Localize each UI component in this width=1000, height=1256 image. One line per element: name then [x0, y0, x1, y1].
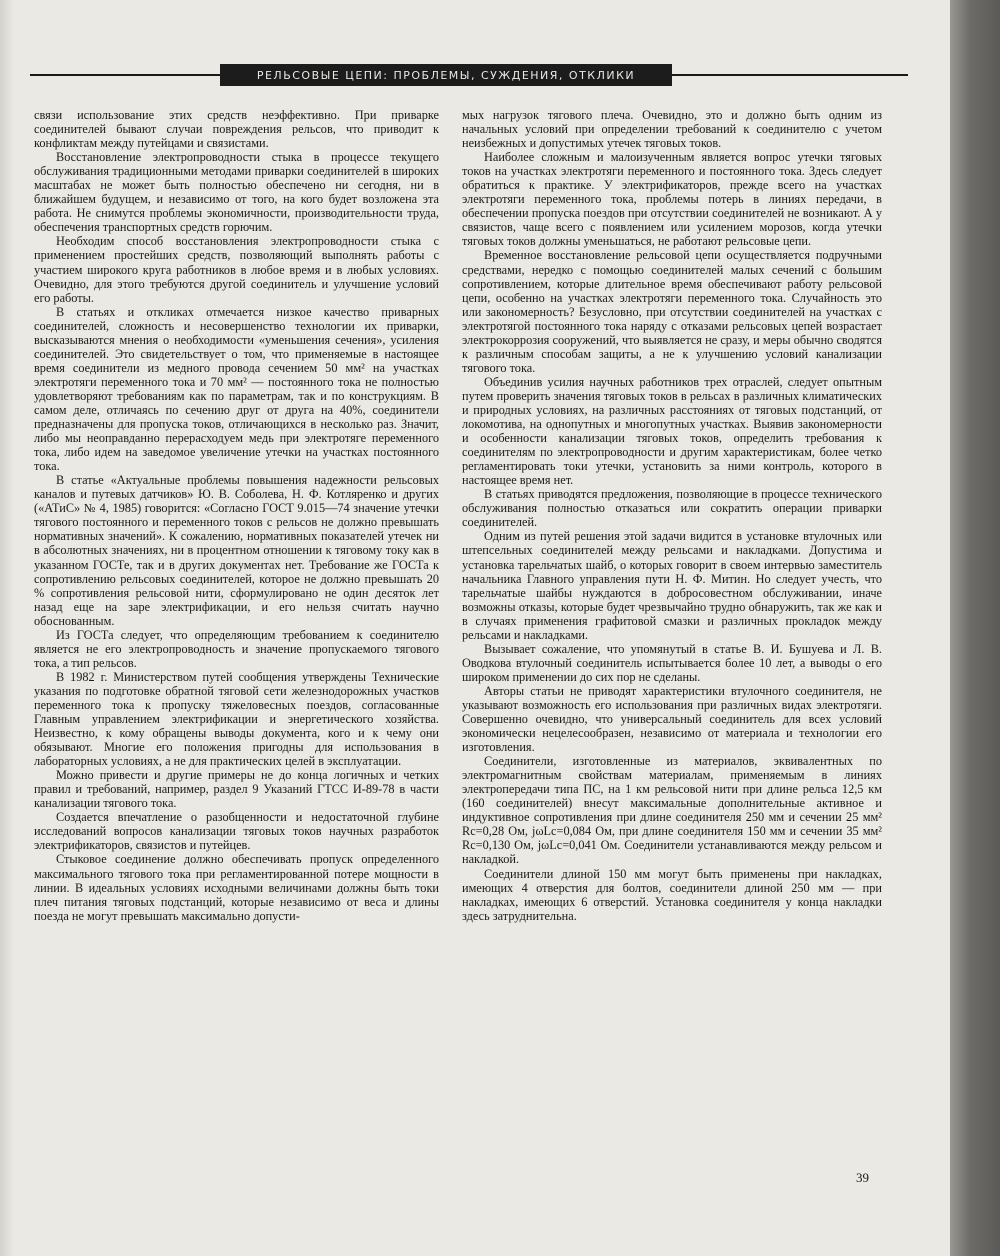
- header-rule-left: [30, 74, 220, 76]
- paragraph: связи использование этих средств неэффективно. При приварке соединителей бывают случаи повреждения рельсов, что приводит к конфликтам между путейцами и связистами.: [34, 108, 439, 151]
- page-number: 39: [856, 1170, 869, 1185]
- paragraph: Временное восстановление рельсовой цепи осуществляется подручными средствами, нередко с помощью соединителей малых сечений с большим сопротивлением, которые длительное время обеспечивают работу рельсовой цепи, особенно на участках электротяги переменного тока. Случайность это или закономерность? Безусловно, при отсутствии соединителей на участках с электротягой постоянного тока наряду с отказами рельсовых цепей возрастает электрокоррозия сооружений, что выявляется не сразу, и меры обычно сводятся к различным способам защиты, а не к улучшению условий канализации тягового тока.: [462, 248, 882, 375]
- paragraph: Можно привести и другие примеры не до конца логичных и четких правил и требований, например, раздел 9 Указаний ГТСС И-89-78 в части канализации тягового тока.: [34, 768, 439, 811]
- paragraph: Объединив усилия научных работников трех отраслей, следует опытным путем проверить значения тяговых токов в рельсах в различных климатических и природных условиях, на различных расстояниях от тяговых подстанций, от локомотива, на однопутных и многопутных участках. Выявив закономерности и особенности канализации тяговых токов, определить требования к соединителям по электропроводности и другим характеристикам, более четко регламентировать токи утечки, установить за ними контроль, которого в настоящее время нет.: [462, 374, 882, 488]
- paragraph: Необходим способ восстановления электропроводности стыка с применением простейших средств, позволяющий выполнять работы с участием широкого круга работников в любое время и в любых условиях. Очевидно, для этого требуются другой соединитель и улучшение условий его работы.: [34, 234, 439, 305]
- section-header-title: РЕЛЬСОВЫЕ ЦЕПИ: ПРОБЛЕМЫ, СУЖДЕНИЯ, ОТКЛИКИ: [256, 68, 636, 82]
- paragraph: Наиболее сложным и малоизученным является вопрос утечки тяговых токов на участках электротяги переменного и постоянного тока. Здесь следует обратиться к практике. У электрификаторов, прежде всего на участках электротяги переменного тока, проблемы потерь в линиях передачи, в обеспечении пропуска поездов при отсутствии соединителей не возникают. А у связистов, чаще всего с появлением или усилением морозов, когда утечки тяговых токов должны уменьшаться, не работают рельсовые цепи.: [462, 150, 882, 249]
- left-column: [34, 108, 439, 923]
- right-column: [462, 108, 882, 923]
- paragraph: В статье «Актуальные проблемы повышения надежности рельсовых каналов и путевых датчиков» Ю. В. Соболева, Н. Ф. Котляренко и других («АТиС» № 4, 1985) говорится: «Согласно ГОСТ 9.015—74 значение утечки тягового постоянного и переменного токов с рельсов не должно превышать нормативных значений». К сожалению, нормативных показателей утечек ни в абсолютных значениях, ни в процентном отношении к тяговому току как в указанном ГОСТе, так и в других документах нет. Требование же ГОСТа к сопротивлению рельсовых соединителей, которое не должно превышать 20 % сопротивления рельсовой нити, сформулировано не один десяток лет назад еще на заре электрификации, и его нельзя считать научно обоснованным.: [34, 473, 439, 628]
- paragraph: В 1982 г. Министерством путей сообщения утверждены Технические указания по подготовке обратной тяговой сети железнодорожных участков переменного тока к пропуску тяжеловесных поездов, согласованные Главным управлением электрификации и энергетического хозяйства. Неизвестно, к кому обращены выводы документа, кого и к чему они обязывают. Многие его положения пригодны для использования в лабораторных условиях, а не для практических целей в эксплуатации.: [34, 669, 439, 769]
- paragraph: Стыковое соединение должно обеспечивать пропуск определенного максимального тягового тока при регламентированной потере мощности в линии. В идеальных условиях исходными величинами должны быть токи плеч питания тяговых подстанций, которые независимо от веса и длины поезда не могут превышать максимально допусти-: [34, 852, 439, 923]
- paragraph: Одним из путей решения этой задачи видится в установке втулочных или штепсельных соединителей между рельсами и накладками. Допустима и установка тарельчатых шайб, о которых говорит в своем интервью заместитель начальника Главного управления пути Н. Ф. Митин. Но следует учесть, что тарельчатые шайбы нуждаются в добросовестном обслуживании, иначе возможны отказы, которые будет чрезвычайно трудно обнаружить, так же как и в случаях применения графитовой смазки и различных прокладок между рельсами и накладками.: [462, 529, 882, 642]
- binding-shadow: [0, 0, 14, 1256]
- header-rule-right: [672, 74, 908, 76]
- paragraph: Восстановление электропроводности стыка в процессе текущего обслуживания традиционными методами приварки соединителей в широких масштабах не может быть полностью обеспечено ни сегодня, ни в ближайшем будущем, и независимо от того, на кого будет возложена эта работа. Не снимутся проблемы экономичности, производительности труда, обеспечения транспортных средств горючим.: [34, 150, 439, 235]
- paragraph: В статьях приводятся предложения, позволяющие в процессе технического обслуживания полностью отказаться или сократить операции приварки соединителей.: [462, 487, 882, 530]
- paragraph: Из ГОСТа следует, что определяющим требованием к соединителю является не его электропроводность и значение пропускаемого тягового тока, а тип рельсов.: [34, 627, 439, 670]
- paragraph: мых нагрузок тягового плеча. Очевидно, это и должно быть одним из начальных условий при определении требований к соединителю с учетом неизбежных и допустимых утечек тяговых токов.: [462, 108, 882, 151]
- paragraph: Создается впечатление о разобщенности и недостаточной глубине исследований вопросов канализации тяговых токов научных разработок электрификаторов, связистов и путейцев.: [34, 810, 439, 853]
- section-header: [220, 64, 672, 86]
- paragraph: Соединители длиной 150 мм могут быть применены при накладках, имеющих 4 отверстия для болтов, соединители длиной 250 мм — при накладках, имеющих 6 отверстий. Установка соединителя у конца накладки здесь затруднительна.: [462, 866, 882, 923]
- scan-edge-shadow: [950, 0, 1000, 1256]
- paragraph: В статьях и откликах отмечается низкое качество приварных соединителей, сложность и несовершенство технологии их приварки, высказываются мнения о необходимости «уменьшения сечения», усиления соединителей. Это свидетельствует о том, что применяемые в настоящее время соединители из медного провода сечением 50 мм² на участках электротяги переменного тока и 70 мм² — постоянного тока не полностью удовлетворяют требованиям как по параметрам, так и по конструкциям. В самом деле, отличаясь по сечению друг от друга на 40%, соединители предназначены для пропуска токов, отличающихся в несколько раз. Значит, либо мы неоправданно перерасходуем медь при электротяге переменного тока, либо идем на заведомое увеличение утечки на участках постоянного тока.: [34, 304, 439, 474]
- paragraph: Авторы статьи не приводят характеристики втулочного соединителя, не указывают возможность его использования при различных видах электротяги. Совершенно очевидно, что универсальный соединитель для всех условий экономически нецелесообразен, независимо от материала и технологии его изготовления.: [462, 683, 882, 755]
- paragraph: Вызывает сожаление, что упомянутый в статье В. И. Бушуева и Л. В. Оводкова втулочный соединитель испытывается более 10 лет, а выводы о его широком применении до сих пор не сделаны.: [462, 641, 882, 684]
- paragraph: Соединители, изготовленные из материалов, эквивалентных по электромагнитным свойствам материалам, применяемым в линиях электропередачи типа ПС, на 1 км рельсовой нити при длине рельса 12,5 км (160 соединителей) внесут максимальные дополнительные активное и индуктивное сопротивления при длине соединителя 250 мм и сечении 25 мм² Rс=0,28 Ом, jωLс=0,084 Ом, при длине соединителя 150 мм и сечении 35 мм² Rс=0,130 Ом, jωLс=0,041 Ом. Соединители устанавливаются между рельсом и накладкой.: [462, 754, 882, 867]
